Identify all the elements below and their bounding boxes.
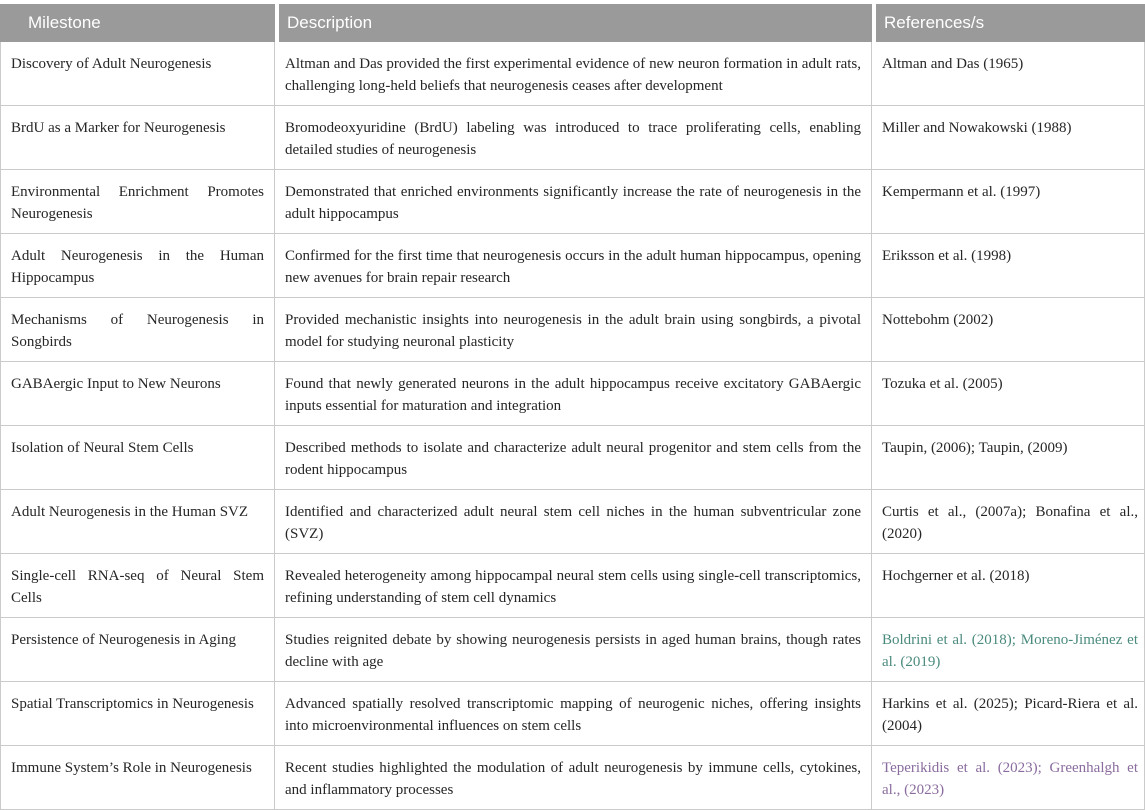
description-cell: Confirmed for the first time that neurogenesis occurs in the adult human hippocampus, opening new avenues for brain repair research [275,234,872,298]
table-row [0,362,1145,426]
table-row [0,682,1145,746]
reference-link[interactable]: Boldrini et al. (2018); Moreno-Jiménez et al. (2019) [882,632,1138,670]
reference-text: Kempermann et al. (1997) [882,184,1041,200]
table-row [0,426,1145,490]
col-header-references: References/s [872,4,1145,42]
col-header-milestone: Milestone [0,4,275,42]
reference-cell [872,298,1145,362]
description-cell: Identified and characterized adult neural stem cell niches in the human subventricular zone (SVZ) [275,490,872,554]
reference-cell [872,106,1145,170]
reference-text: Tozuka et al. (2005) [882,376,1003,392]
milestone-cell: Mechanisms of Neurogenesis in Songbirds [0,298,275,362]
reference-cell [872,426,1145,490]
milestone-cell: Immune System’s Role in Neurogenesis [0,746,275,810]
col-header-description: Description [275,4,872,42]
table-row [0,170,1145,234]
reference-text: Harkins et al. (2025); Picard-Riera et al. (2004) [882,696,1138,734]
milestone-cell: Adult Neurogenesis in the Human Hippocampus [0,234,275,298]
milestone-cell: Adult Neurogenesis in the Human SVZ [0,490,275,554]
reference-cell [872,42,1145,106]
milestone-cell: Environmental Enrichment Promotes Neurogenesis [0,170,275,234]
reference-cell [872,554,1145,618]
table-body [0,42,1145,810]
description-cell: Bromodeoxyuridine (BrdU) labeling was introduced to trace proliferating cells, enabling detailed studies of neurogenesis [275,106,872,170]
reference-cell [872,618,1145,682]
description-cell: Found that newly generated neurons in the adult hippocampus receive excitatory GABAergic inputs essential for maturation and integration [275,362,872,426]
reference-text: Taupin, (2006); Taupin, (2009) [882,440,1068,456]
header-row [0,4,1145,42]
reference-text: Curtis et al., (2007a); Bonafina et al., (2020) [882,504,1138,542]
table-row [0,106,1145,170]
reference-cell [872,490,1145,554]
table-row [0,618,1145,682]
reference-text: Hochgerner et al. (2018) [882,568,1030,584]
reference-link[interactable]: Teperikidis et al. (2023); Greenhalgh et al., (2023) [882,760,1138,798]
table-row [0,746,1145,810]
table-row [0,298,1145,362]
description-cell: Described methods to isolate and characterize adult neural progenitor and stem cells from the rodent hippocampus [275,426,872,490]
milestone-cell: Single-cell RNA-seq of Neural Stem Cells [0,554,275,618]
reference-text: Nottebohm (2002) [882,312,994,328]
milestone-cell: Persistence of Neurogenesis in Aging [0,618,275,682]
milestone-cell: Spatial Transcriptomics in Neurogenesis [0,682,275,746]
description-cell: Altman and Das provided the first experimental evidence of new neuron formation in adult rats, challenging long-held beliefs that neurogenesis ceases after development [275,42,872,106]
milestone-cell: Discovery of Adult Neurogenesis [0,42,275,106]
table-row [0,42,1145,106]
reference-text: Eriksson et al. (1998) [882,248,1012,264]
milestone-cell: BrdU as a Marker for Neurogenesis [0,106,275,170]
description-cell: Recent studies highlighted the modulation of adult neurogenesis by immune cells, cytokines, and inflammatory processes [275,746,872,810]
table-row [0,234,1145,298]
table-row [0,490,1145,554]
reference-cell [872,746,1145,810]
reference-text: Altman and Das (1965) [882,56,1024,72]
reference-cell [872,362,1145,426]
description-cell: Advanced spatially resolved transcriptomic mapping of neurogenic niches, offering insights into microenvironmental influences on stem cells [275,682,872,746]
table-header [0,4,1145,42]
table-row [0,554,1145,618]
description-cell: Studies reignited debate by showing neurogenesis persists in aged human brains, though rates decline with age [275,618,872,682]
milestone-cell: Isolation of Neural Stem Cells [0,426,275,490]
description-cell: Revealed heterogeneity among hippocampal neural stem cells using single-cell transcriptomics, refining understanding of stem cell dynamics [275,554,872,618]
description-cell: Provided mechanistic insights into neurogenesis in the adult brain using songbirds, a pivotal model for studying neuronal plasticity [275,298,872,362]
reference-cell [872,170,1145,234]
reference-cell [872,234,1145,298]
description-cell: Demonstrated that enriched environments significantly increase the rate of neurogenesis in the adult hippocampus [275,170,872,234]
milestones-table [0,4,1145,810]
milestone-cell: GABAergic Input to New Neurons [0,362,275,426]
reference-cell [872,682,1145,746]
reference-text: Miller and Nowakowski (1988) [882,120,1072,136]
